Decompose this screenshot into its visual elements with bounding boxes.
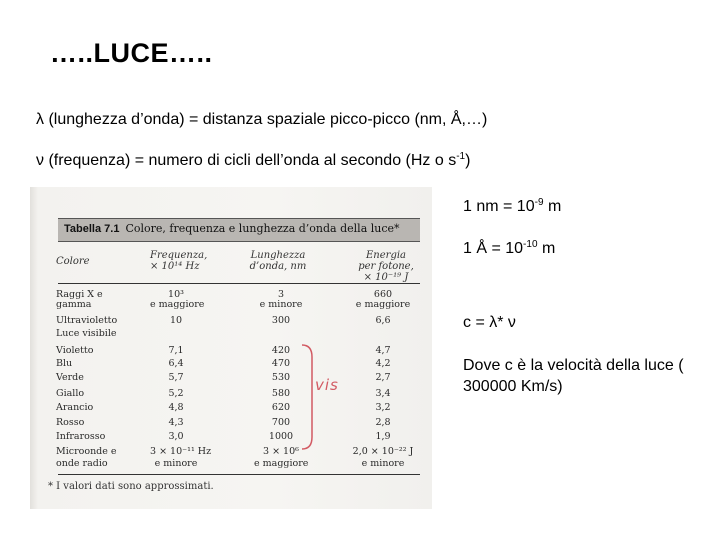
row-wavelength: e maggiore	[254, 458, 309, 469]
row-wavelength: 420	[271, 345, 291, 356]
table-caption-text: Colore, frequenza e lunghezza d’onda della luce*	[125, 222, 400, 235]
ang-exponent: -10	[523, 239, 538, 250]
row-name: Ultravioletto	[56, 315, 118, 326]
row-energy: 6,6	[375, 315, 391, 326]
row-energy: 4,2	[375, 358, 391, 369]
wavelength-definition: λ (lunghezza d’onda) = distanza spaziale picco-picco (nm, Å,…)	[36, 111, 488, 128]
frequency-definition	[36, 152, 470, 170]
row-name: Raggi X e	[56, 289, 103, 300]
row-frequency: e maggiore	[150, 299, 205, 310]
table-rule-bottom	[58, 474, 420, 475]
slide-title: …..LUCE…..	[50, 38, 213, 68]
visible-bracket	[300, 343, 320, 451]
row-wavelength: e minore	[259, 299, 303, 310]
frequency-text: ν (frequenza) = numero di cicli dell’onda al secondo (Hz o s	[36, 152, 457, 169]
row-name: Infrarosso	[56, 431, 106, 442]
row-name: Violetto	[56, 345, 94, 356]
row-frequency: 5,7	[168, 372, 184, 383]
row-energy: 2,0 × 10⁻²² J	[352, 446, 414, 457]
row-name: Rosso	[56, 417, 85, 428]
row-frequency: 10³	[168, 289, 184, 300]
table-footnote: * I valori dati sono approssimati.	[48, 481, 214, 492]
row-frequency: 6,4	[168, 358, 184, 369]
row-wavelength: 470	[271, 358, 291, 369]
row-energy: 1,9	[375, 431, 391, 442]
header-energy: Energia per fotone, × 10⁻¹⁹ J	[358, 250, 414, 283]
row-frequency: 10	[169, 315, 183, 326]
angstrom-conversion	[463, 240, 555, 258]
row-wavelength: 3 × 10⁶	[263, 446, 299, 457]
light-speed-formula: c = λ* ν	[463, 314, 516, 331]
nm-unit: m	[543, 198, 562, 215]
table-caption	[64, 222, 400, 235]
header-wavelength: Lunghezza d’onda, nm	[249, 250, 307, 272]
header-color: Colore	[56, 256, 90, 267]
row-energy: e maggiore	[355, 299, 411, 310]
row-frequency: 4,8	[168, 402, 184, 413]
row-frequency: 7,1	[168, 345, 184, 356]
row-name: Blu	[56, 358, 73, 369]
visible-annotation: vis	[315, 376, 339, 394]
row-wavelength: 700	[271, 417, 291, 428]
row-frequency: 3 × 10⁻¹¹ Hz	[150, 446, 212, 457]
row-wavelength: 3	[277, 289, 285, 300]
table-rule-top	[58, 283, 420, 284]
row-wavelength: 1000	[268, 431, 294, 442]
nm-text: 1 nm = 10	[463, 198, 535, 215]
row-energy: 2,8	[375, 417, 391, 428]
table-number: Tabella 7.1	[64, 223, 120, 235]
row-energy: 2,7	[375, 372, 391, 383]
row-frequency: 4,3	[168, 417, 184, 428]
table-caption-bar	[58, 218, 420, 242]
row-frequency: e minore	[154, 458, 198, 469]
ang-text: 1 Å = 10	[463, 240, 524, 257]
header-frequency: Frequenza, × 10¹⁴ Hz	[150, 250, 208, 272]
row-energy: 3,2	[375, 402, 391, 413]
row-energy: 4,7	[375, 345, 391, 356]
row-name: Luce visibile	[56, 328, 117, 339]
row-energy: 660	[373, 289, 393, 300]
row-energy: 3,4	[375, 388, 391, 399]
row-frequency: 3,0	[168, 431, 184, 442]
row-energy: e minore	[361, 458, 405, 469]
row-wavelength: 300	[271, 315, 291, 326]
row-wavelength: 530	[271, 372, 291, 383]
frequency-close: )	[465, 152, 471, 169]
row-name: gamma	[56, 299, 92, 310]
row-frequency: 5,2	[168, 388, 184, 399]
row-name: Verde	[56, 372, 84, 383]
nanometer-conversion	[463, 198, 561, 216]
light-speed-note: Dove c è la velocità della luce ( 300000 Km/s)	[463, 357, 684, 395]
row-wavelength: 580	[271, 388, 291, 399]
row-name: Microonde e	[56, 446, 117, 457]
row-name: onde radio	[56, 458, 108, 469]
nm-exponent: -9	[534, 197, 544, 208]
frequency-exponent: -1	[456, 151, 466, 162]
row-name: Giallo	[56, 388, 85, 399]
ang-unit: m	[537, 240, 556, 257]
row-name: Arancio	[56, 402, 94, 413]
row-wavelength: 620	[271, 402, 291, 413]
